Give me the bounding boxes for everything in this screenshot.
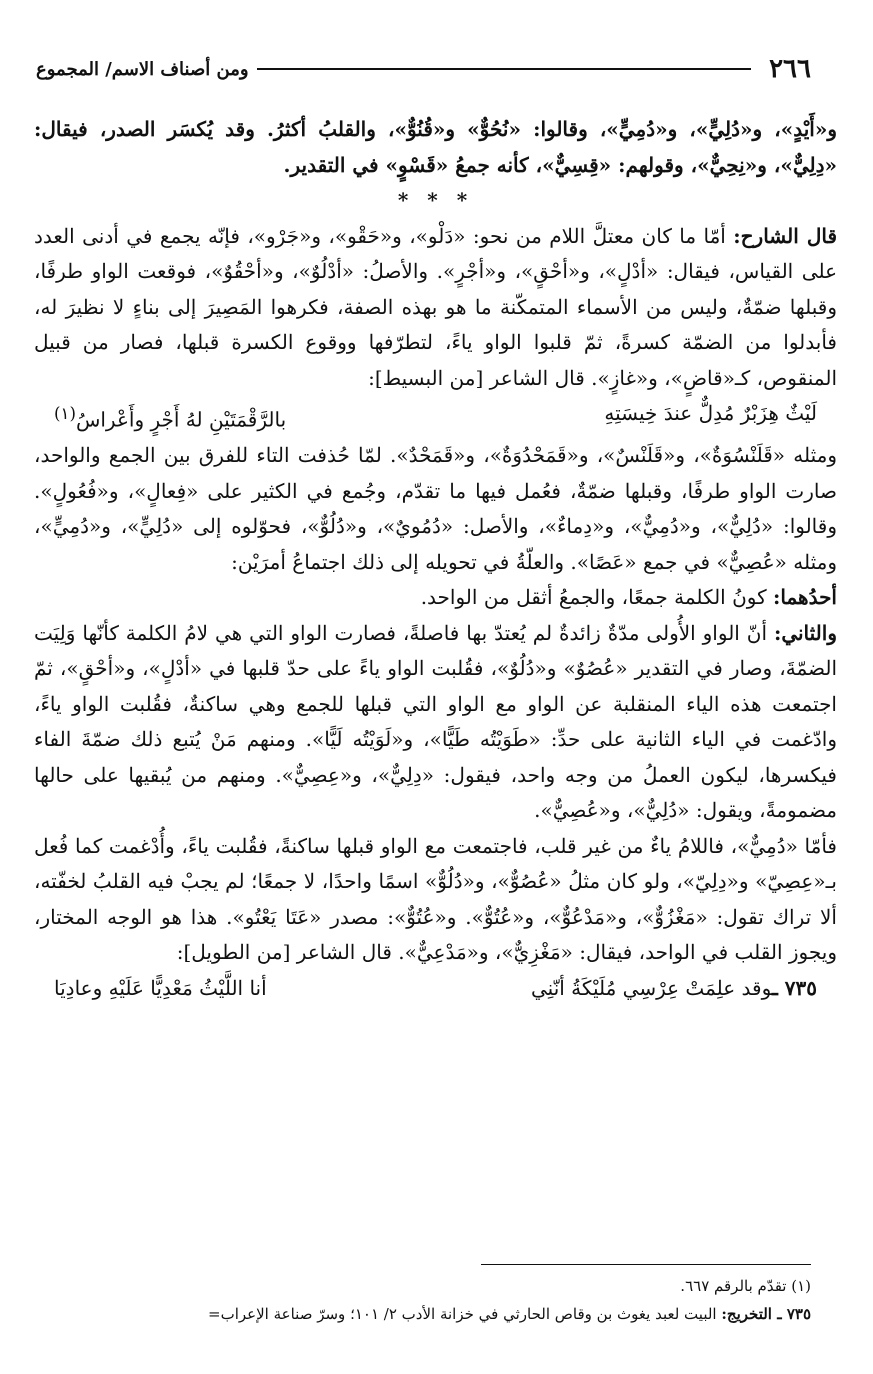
header-rule bbox=[257, 68, 752, 70]
footnotes bbox=[8, 1272, 811, 1328]
page-header bbox=[36, 52, 811, 86]
verse-1 bbox=[34, 396, 837, 438]
footnote-2 bbox=[8, 1300, 811, 1328]
paragraph-4 bbox=[34, 580, 837, 616]
running-head: ومن أصناف الاسم/ المجموع bbox=[36, 58, 249, 80]
commentator-label: قال الشارح: bbox=[733, 223, 838, 248]
paragraph-1: و«أَيْدٍ»، و«دُلِيٍّ»، و«دُمِيٍّ»، وقالوا: «نُحُوٌّ» و«قُنُوٌّ»، والقلبُ أكثرُ. وقد يُكسَر الصدر، فيقال: «دِلِيٌّ»، و«نِحِيٌّ»، وقولهم: «قِسِيٌّ»، كأنه جمعُ «قَسْوٍ» في التقدير. bbox=[34, 117, 837, 177]
verse-1-first-hemistich: لَيْثٌ هِزَبْرٌ مُدِلٌّ عندَ خِيسَتِهِ bbox=[604, 401, 817, 425]
verse-number: ٧٣٥ ـ bbox=[771, 975, 817, 1000]
section-separator: * * * bbox=[397, 188, 474, 212]
paragraph-2 bbox=[34, 219, 837, 397]
verse-1-second-hemistich bbox=[54, 396, 286, 438]
paragraph-2-text: أمّا ما كان معتلَّ اللام من نحو: «دَلْو»، و«حَقْو»، و«جَرْو»، فإنّه يجمع في أدنى العدد على القياس، فيقال: «أدْلٍ»، و«أحْقٍ»، و«أجْرٍ». والأصلُ: «أدْلُوٌ»، و«أحْقُوٌ»، فوقعت الواو طرفًا، وقبلها ضمّةٌ، وليس من الأسماء المتمكّنة ما هو بهذه الصفة، فكرهوا المَصِيرَ إلى بناءٍ لا نظيرَ له، فأبدلوا من الضمّة كسرةً، ثمّ قلبوا الواو ياءً، لتطرّفها ووقوع الكسرة قبلها، فصار من قبيل المنقوص، كـ«قاضٍ»، و«غازٍ». قال الشاعر [من البسيط]: bbox=[34, 223, 837, 390]
paragraph-3: ومثله «قَلَنْسُوَةٌ»، و«قَلَنْسٌ»، و«قَمَحْدُوَةٌ»، و«قَمَحْدٌ». لمّا حُذفت التاء للفرق بين الجمع والواحد، صارت الواو طرفًا، وقبلها ضمّةٌ، فعُمل فيها ما تقدّم، وجُمع في الكثير على «فِعالٍ»، و«فُعُولٍ». وقالوا: «دُلِيٌّ»، و«دُمِيٌّ»، و«دِماءٌ»، والأصل: «دُمُويٌ»، و«دُلُوٌّ»، فحوّلوه إلى «دُلِيٍّ»، و«دُمِيٍّ»، ومثله «عُصِيٌّ» في جمع «عَصًا». والعلّةُ في تحويله إلى ذلك اجتماعُ أمرَيْن: bbox=[34, 443, 837, 574]
first-reason-label: أحدُهما: bbox=[772, 585, 837, 610]
footnote-marker: (١) bbox=[54, 404, 76, 423]
verse-2-second-hemistich: أنا اللَّيْثُ مَعْدِيًّا عَلَيْهِ وعادِيَا bbox=[54, 975, 267, 1000]
footnote-2-text: البيت لعبد يغوث بن وقاص الحارثي في خزانة الأدب ٢/ ١٠١؛ وسرّ صناعة الإعراب= bbox=[208, 1305, 722, 1323]
second-reason-label: والثاني: bbox=[773, 620, 837, 645]
paragraph-6: فأمّا «دُمِيٌّ»، فاللامُ ياءٌ من غير قلب، فاجتمعت مع الواو قبلها ساكنةً، فقُلبت ياءً، وأُدْغمت كما فُعل بـ«عِصِيّ» و«دِلِيّ»، ولو كان مثلُ «عُصُوٌّ»، و«دُلُوٌّ» اسمًا واحدًا، لا جمعًا؛ لم يجبْ فيه القلبُ لخفّته، ألا تراك تقول: «مَغْزُوٌّ»، و«مَدْعُوٌّ»، و«عُتُوٌّ». و«عُتُوٌّ»: مصدر «عَتَا يَعْتُو». هذا هو الوجه المختار، ويجوز القلب في الواحد، فيقال: «مَغْزِيٌّ»، و«مَدْعِيٌّ». قال الشاعر [من الطويل]: bbox=[34, 833, 837, 965]
verse-2 bbox=[34, 971, 837, 1007]
verse-1-second-text: بالرَّقْمَتَيْنِ لهُ أَجْرٍ وأَعْراسُ bbox=[75, 407, 287, 432]
main-text bbox=[34, 112, 837, 1006]
footnote-rule bbox=[481, 1264, 811, 1265]
paragraph-5-text: أنّ الواو الأُولى مدّةٌ زائدةٌ لم يُعتدّ بها فاصلةً، فصارت الواو التي هي لامُ الكلمة كأنّها وَلِيَت الضمّةَ، وصار في التقدير «عُصُوٌ» و«دُلُوٌ»، فقُلبت الواو ياءً على حدّ قلبها في «أدْلٍ»، و«أحْقٍ»، ثمّ اجتمعت هذه الياء المنقلبة عن الواو مع الواو التي قبلها للجمع وهي ساكنةٌ، فقُلبت الواو ياءً، وادّغمت في الياء الثانية على حدِّ: «طَوَيْتُه طَيًّا»، و«لَوَيْتُه لَيًّا». ومنهم مَنْ يُتبع ذلك ضمّةَ الفاء فيكسرها، ليكون العملُ من وجه واحد، فيقول: «دِلِيٌّ»، و«عِصِيٌّ». ومنهم من يُبقيها على حالها مضمومةً، ويقول: «دُلِيٌّ»، و«عُصِيٌّ». bbox=[34, 620, 837, 823]
verse-2-first-text: وقد علِمَتْ عِرْسِي مُلَيْكَةُ أنّنِي bbox=[531, 975, 772, 1000]
takhrij-label: ٧٣٥ ـ التخريج: bbox=[721, 1305, 811, 1323]
footnote-1: (١) تقدّم بالرقم ٦٦٧. bbox=[680, 1277, 811, 1295]
page-number: ٢٦٦ bbox=[769, 54, 811, 84]
paragraph-5 bbox=[34, 616, 837, 829]
paragraph-4-text: كونُ الكلمة جمعًا، والجمعُ أثقل من الواحد. bbox=[420, 585, 773, 610]
verse-2-first-hemistich bbox=[531, 971, 817, 1007]
